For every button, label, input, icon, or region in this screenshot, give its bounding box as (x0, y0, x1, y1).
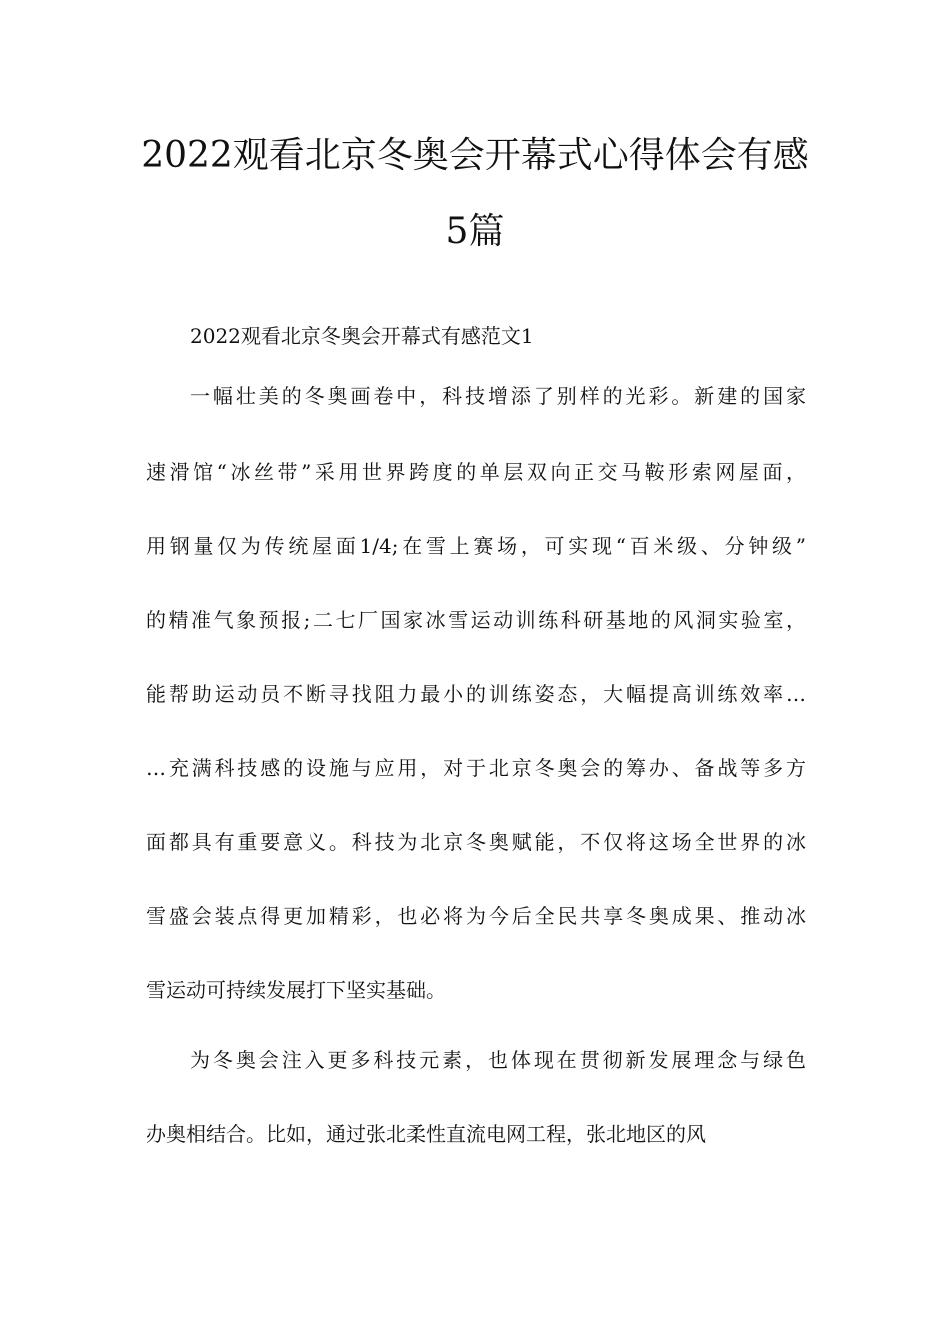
paragraph-line: 面都具有重要意义。科技为北京冬奥赋能，不仅将这场全世界的冰 (146, 830, 806, 854)
document-title-line-2: 5篇 (445, 211, 505, 252)
paragraph-line: 为冬奥会注入更多科技元素，也体现在贯彻新发展理念与绿色 (190, 1048, 806, 1072)
paragraph-line: 雪盛会装点得更加精彩，也必将为今后全民共享冬奥成果、推动冰 (146, 904, 806, 928)
paragraph-line: …充满科技感的设施与应用，对于北京冬奥会的筹办、备战等多方 (146, 756, 806, 780)
paragraph-line: 能帮助运动员不断寻找阻力最小的训练姿态，大幅提高训练效率… (146, 682, 806, 706)
paragraph-line: 雪运动可持续发展打下坚实基础。 (146, 978, 446, 1002)
paragraph-line: 的精准气象预报;二七厂国家冰雪运动训练科研基地的风洞实验室， (146, 608, 806, 632)
paragraph-line: 用钢量仅为传统屋面1/4;在雪上赛场，可实现“百米级、分钟级” (146, 534, 806, 558)
paragraph-line: 一幅壮美的冬奥画卷中，科技增添了别样的光彩。新建的国家 (190, 384, 806, 408)
section-heading: 2022观看北京冬奥会开幕式有感范文1 (190, 324, 534, 348)
paragraph-line: 办奥相结合。比如，通过张北柔性直流电网工程，张北地区的风 (146, 1122, 706, 1146)
paragraph-line: 速滑馆“冰丝带”采用世界跨度的单层双向正交马鞍形索网屋面， (146, 460, 806, 484)
document-title-line-1: 2022观看北京冬奥会开幕式心得体会有感 (141, 135, 809, 176)
